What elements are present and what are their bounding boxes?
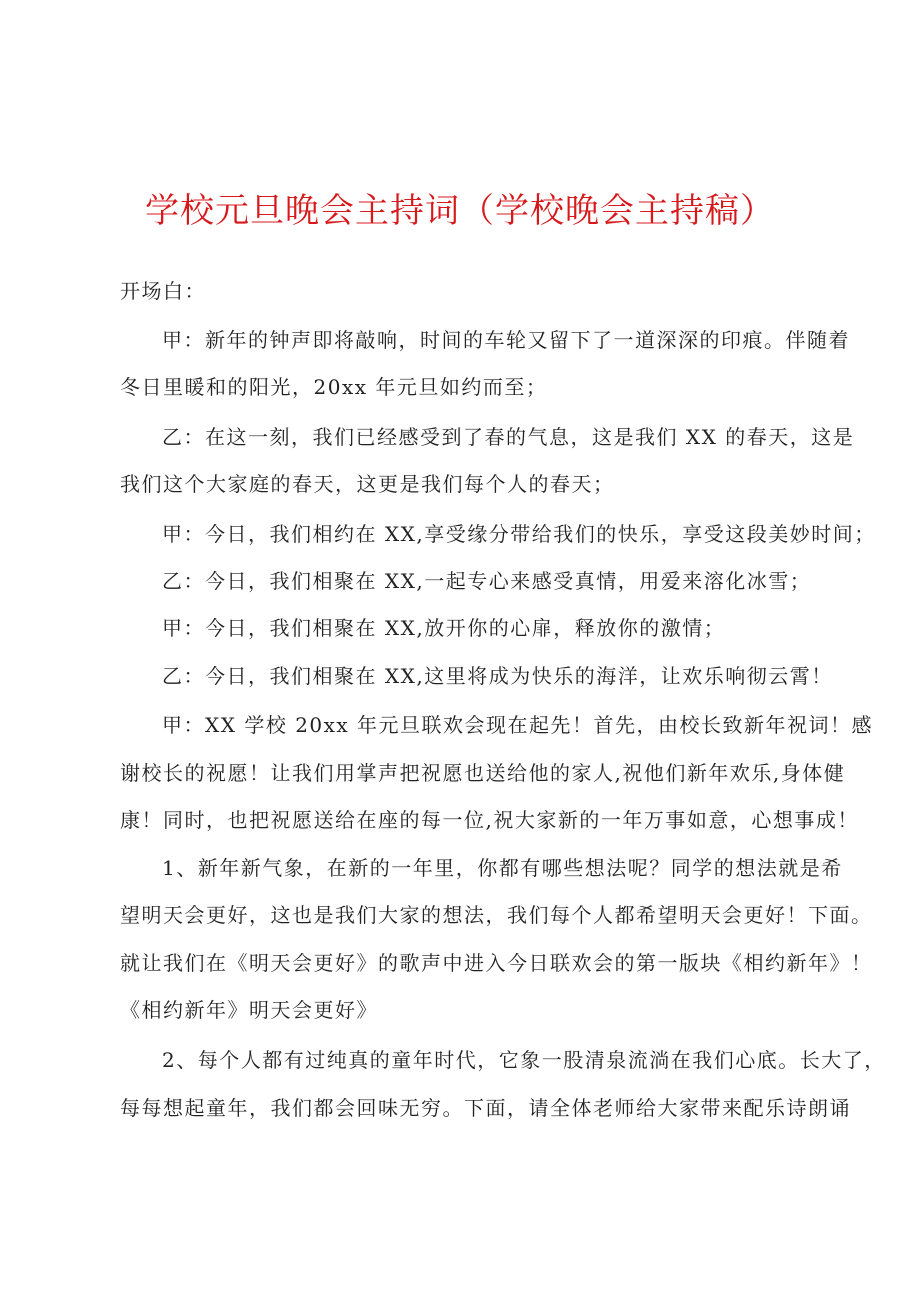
paragraph-line: 就让我们在《明天会更好》的歌声中进入今日联欢会的第一版块《相约新年》！	[120, 951, 873, 975]
paragraph-line: 望明天会更好，这也是我们大家的想法，我们每个人都希望明天会更好！下面。	[120, 903, 873, 927]
paragraph-line: 康！同时，也把祝愿送给在座的每一位,祝大家新的一年万事如意，心想事成！	[120, 808, 859, 832]
paragraph-line: 乙：在这一刻，我们已经感受到了春的气息，这是我们 XX 的春天，这是	[162, 425, 855, 449]
paragraph-line: 甲：XX 学校 20xx 年元旦联欢会现在起先！首先，由校长致新年祝词！感	[162, 713, 874, 737]
section-label-opening: 开场白：	[120, 279, 206, 303]
paragraph-line: 2、每个人都有过纯真的童年时代，它象一股清泉流淌在我们心底。长大了，	[162, 1048, 886, 1072]
paragraph-line: 乙：今日，我们相聚在 XX,这里将成为快乐的海洋，让欢乐响彻云霄！	[162, 664, 833, 688]
paragraph-line: 甲：今日，我们相约在 XX,享受缘分带给我们的快乐，享受这段美妙时间；	[162, 522, 876, 546]
paragraph-line: 甲：今日，我们相聚在 XX,放开你的心扉，释放你的激情；	[162, 616, 726, 640]
paragraph-line: 每每想起童年，我们都会回味无穷。下面，请全体老师给大家带来配乐诗朗诵	[120, 1096, 851, 1120]
paragraph-line: 1、新年新气象，在新的一年里，你都有哪些想法呢？同学的想法就是希	[162, 856, 843, 880]
paragraph-line: 我们这个大家庭的春天，这更是我们每个人的春天；	[120, 472, 615, 496]
paragraph-line: 甲：新年的钟声即将敲响，时间的车轮又留下了一道深深的印痕。伴随着	[162, 328, 850, 352]
paragraph-line: 乙：今日，我们相聚在 XX,一起专心来感受真情，用爱来溶化冰雪；	[162, 569, 812, 593]
paragraph-line: 谢校长的祝愿！让我们用掌声把祝愿也送给他的家人,祝他们新年欢乐,身体健	[120, 761, 846, 785]
paragraph-line: 《相约新年》明天会更好》	[120, 998, 378, 1022]
paragraph-line: 冬日里暖和的阳光，20xx 年元旦如约而至；	[120, 375, 548, 399]
document-title: 学校元旦晚会主持词（学校晚会主持稿）	[145, 191, 775, 231]
